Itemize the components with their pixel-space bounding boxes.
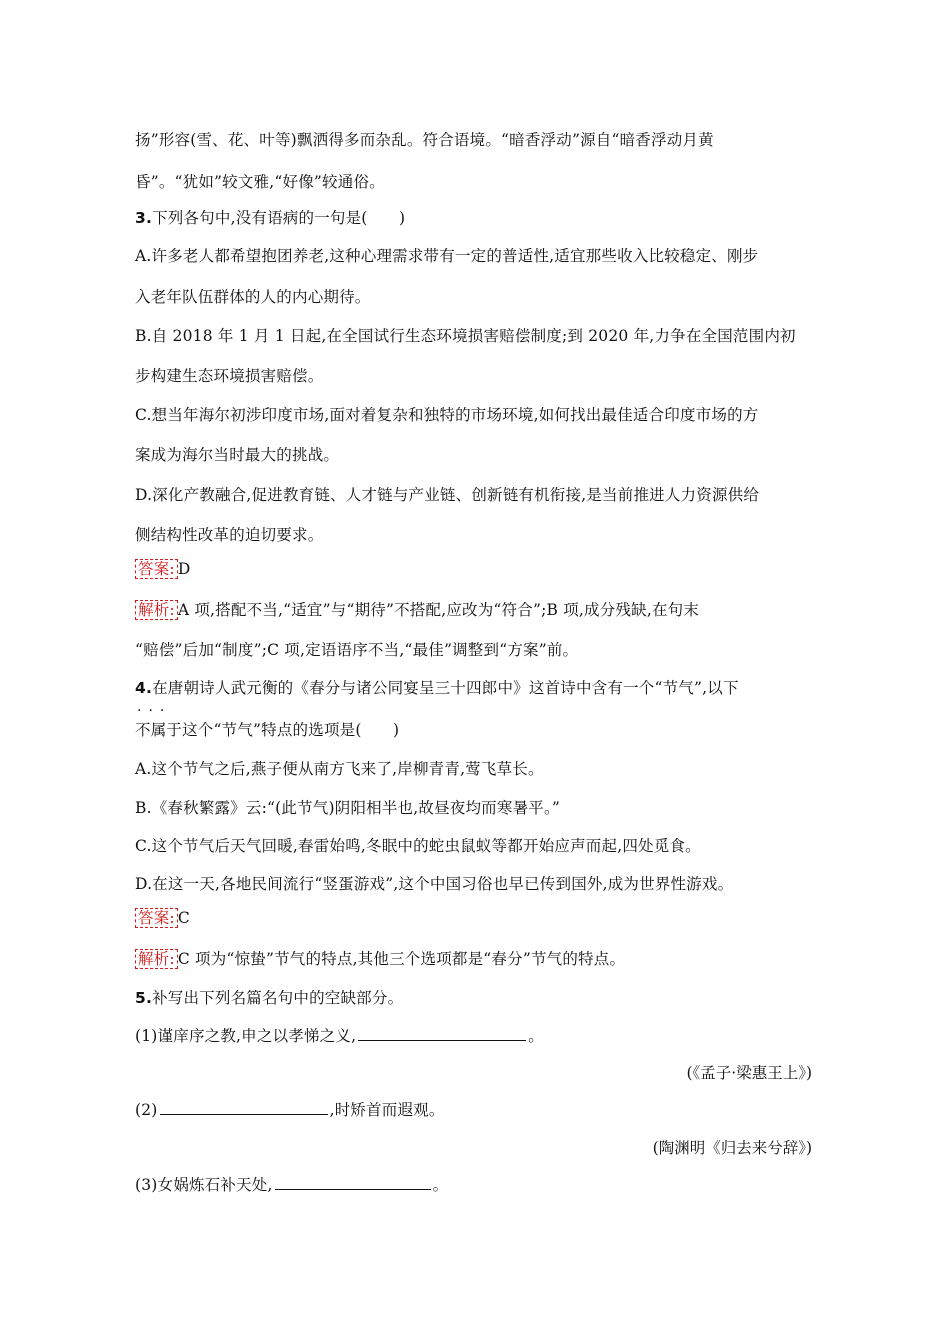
analysis-label: 解析: <box>135 949 178 969</box>
answer-value: C <box>177 909 190 927</box>
question-5-number: 5. <box>135 989 153 1007</box>
question-4-number: 4. <box>135 679 153 697</box>
question-3-stem <box>135 206 405 228</box>
emphasis-dots: ··· <box>137 703 172 719</box>
answer-label: 答案: <box>135 559 178 579</box>
analysis-label: 解析: <box>135 600 178 620</box>
q3-option-a-line-2: 入老年队伍群体的人的内心期待。 <box>135 288 371 306</box>
fill-in-blank[interactable] <box>160 1113 328 1115</box>
q3-answer <box>135 559 190 579</box>
analysis-text: A 项,搭配不当,“适宜”与“期待”不搭配,应改为“符合”;B 项,成分残缺,在句末 <box>177 601 700 619</box>
q5-source-2: (陶渊明《归去来兮辞》) <box>652 1139 812 1157</box>
question-5-text: 补写出下列名篇名句中的空缺部分。 <box>152 989 404 1007</box>
answer-label: 答案: <box>135 908 178 928</box>
sentence-text: (2) <box>135 1101 158 1119</box>
q3-option-b-line-2: 步构建生态环境损害赔偿。 <box>135 367 324 385</box>
q3-option-a-line-1: A.许多老人都希望抱团养老,这种心理需求带有一定的普适性,适宜那些收入比较稳定、刚步 <box>135 247 759 265</box>
q3-option-c-line-1: C.想当年海尔初涉印度市场,面对着复杂和独特的市场环境,如何找出最佳适合印度市场的方 <box>135 406 759 424</box>
question-3-number: 3. <box>135 209 153 227</box>
q5-sentence-2 <box>135 1098 445 1120</box>
answer-value: D <box>177 560 191 578</box>
sentence-text: (1)谨庠序之教,申之以孝悌之义, <box>135 1027 357 1045</box>
q4-option-a: A.这个节气之后,燕子便从南方飞来了,岸柳青青,莺飞草长。 <box>135 760 544 778</box>
q3-analysis-line-1 <box>135 598 699 620</box>
q3-option-d-line-2: 侧结构性改革的迫切要求。 <box>135 526 324 544</box>
q3-option-c-line-2: 案成为海尔当时最大的挑战。 <box>135 446 340 464</box>
q3-option-b-line-1: B.自 2018 年 1 月 1 日起,在全国试行生态环境损害赔偿制度;到 2020 年,力争在全国范围内初 <box>135 327 796 345</box>
prev-analysis-line-2: 昏”。“犹如”较文雅,“好像”较通俗。 <box>135 173 385 191</box>
sentence-end: 。 <box>432 1176 449 1194</box>
q4-analysis <box>135 947 625 969</box>
q3-analysis-line-2: “赔偿”后加“制度”;C 项,定语语序不当,“最佳”调整到“方案”前。 <box>135 641 579 659</box>
question-5-stem <box>135 986 403 1008</box>
fill-in-blank[interactable] <box>358 1039 526 1041</box>
question-4-text: 在唐朝诗人武元衡的《春分与诸公同宴呈三十四郎中》这首诗中含有一个“节气”,以下 <box>152 679 739 697</box>
q4-answer <box>135 908 190 928</box>
q5-sentence-3 <box>135 1173 448 1195</box>
question-4-stem-line-2: 不属于这个“节气”特点的选项是( ) <box>135 721 400 739</box>
q4-option-c: C.这个节气后天气回暖,春雷始鸣,冬眠中的蛇虫鼠蚁等都开始应声而起,四处觅食。 <box>135 837 701 855</box>
q4-option-b: B.《春秋繁露》云:“(此节气)阴阳相半也,故昼夜均而寒暑平。” <box>135 799 561 817</box>
question-3-text: 下列各句中,没有语病的一句是( ) <box>152 209 406 227</box>
q5-sentence-1 <box>135 1024 544 1046</box>
sentence-end: ,时矫首而遐观。 <box>329 1101 445 1119</box>
question-4-stem-line-1 <box>135 676 739 698</box>
q5-source-1: (《孟子·梁惠王上》) <box>686 1064 812 1082</box>
prev-analysis-line-1: 扬”形容(雪、花、叶等)飘洒得多而杂乱。符合语境。“暗香浮动”源自“暗香浮动月黄 <box>135 131 714 149</box>
sentence-text: (3)女娲炼石补天处, <box>135 1176 273 1194</box>
q3-option-d-line-1: D.深化产教融合,促进教育链、人才链与产业链、创新链有机衔接,是当前推进人力资源供给 <box>135 486 760 504</box>
q4-option-d: D.在这一天,各地民间流行“竖蛋游戏”,这个中国习俗也早已传到国外,成为世界性游戏。 <box>135 875 734 893</box>
fill-in-blank[interactable] <box>275 1188 431 1190</box>
sentence-end: 。 <box>528 1027 544 1045</box>
analysis-text: C 项为“惊蛰”节气的特点,其他三个选项都是“春分”节气的特点。 <box>177 950 626 968</box>
